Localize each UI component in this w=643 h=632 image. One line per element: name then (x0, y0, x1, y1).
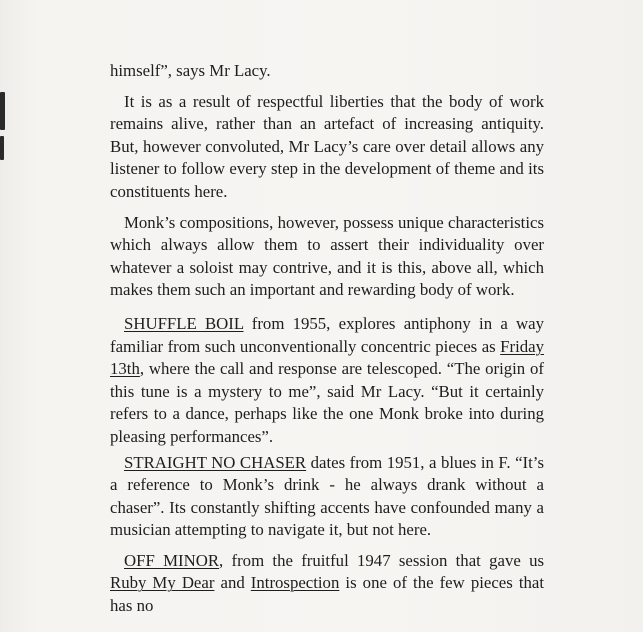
track-title-ruby-my-dear: Ruby My Dear (110, 573, 215, 593)
paragraph-monk-compositions: Monk’s compositions, however, possess unique characteristics which always allow them to assert their individuality over whatever a soloist may contrive, and it is this, above all, which makes them such an important and rewarding body of work. (110, 212, 544, 300)
binding-mark (0, 136, 4, 160)
track-title-straight-no-chaser: STRAIGHT NO CHASER (124, 452, 307, 472)
track-title-friday-13th: Friday 13th (110, 336, 544, 379)
track-title-introspection: Introspection (250, 573, 340, 593)
paragraph-off-minor: OFF MINOR, from the fruitful 1947 session that gave us Ruby My Dear and Introspection is one of the few pieces that has no (110, 550, 544, 616)
track-title-shuffle-boil: SHUFFLE BOIL (124, 313, 244, 333)
paragraph-respectful-liberties: It is as a result of respectful liberties that the body of work remains alive, rather than an artefact of increasing antiquity. But, however convoluted, Mr Lacy’s care over detail allows any listener to follow every step in the development of theme and its constituents here. (110, 91, 544, 201)
paragraph-continuation: himself”, says Mr Lacy. (110, 61, 271, 80)
paragraph-straight-no-chaser: STRAIGHT NO CHASER dates from 1951, a blues in F. “It’s a reference to Monk’s drink - he always drank without a chaser”. Its constantly shifting accents have confounded many a musician attempting to navigate it, but not here. (110, 452, 544, 540)
paragraph-shuffle-boil: SHUFFLE BOIL from 1955, explores antiphony in a way familiar from such unconventionally concentric pieces as Friday 13th, where the call and response are telescoped. “The origin of this tune is a mystery to me”, said Mr Lacy. “But it certainly refers to a dance, perhaps like the one Monk broke into during pleasing performances”. (110, 313, 545, 446)
binding-mark (0, 92, 5, 130)
track-title-off-minor: OFF MINOR (124, 550, 220, 570)
liner-notes-text (110, 60, 544, 618)
